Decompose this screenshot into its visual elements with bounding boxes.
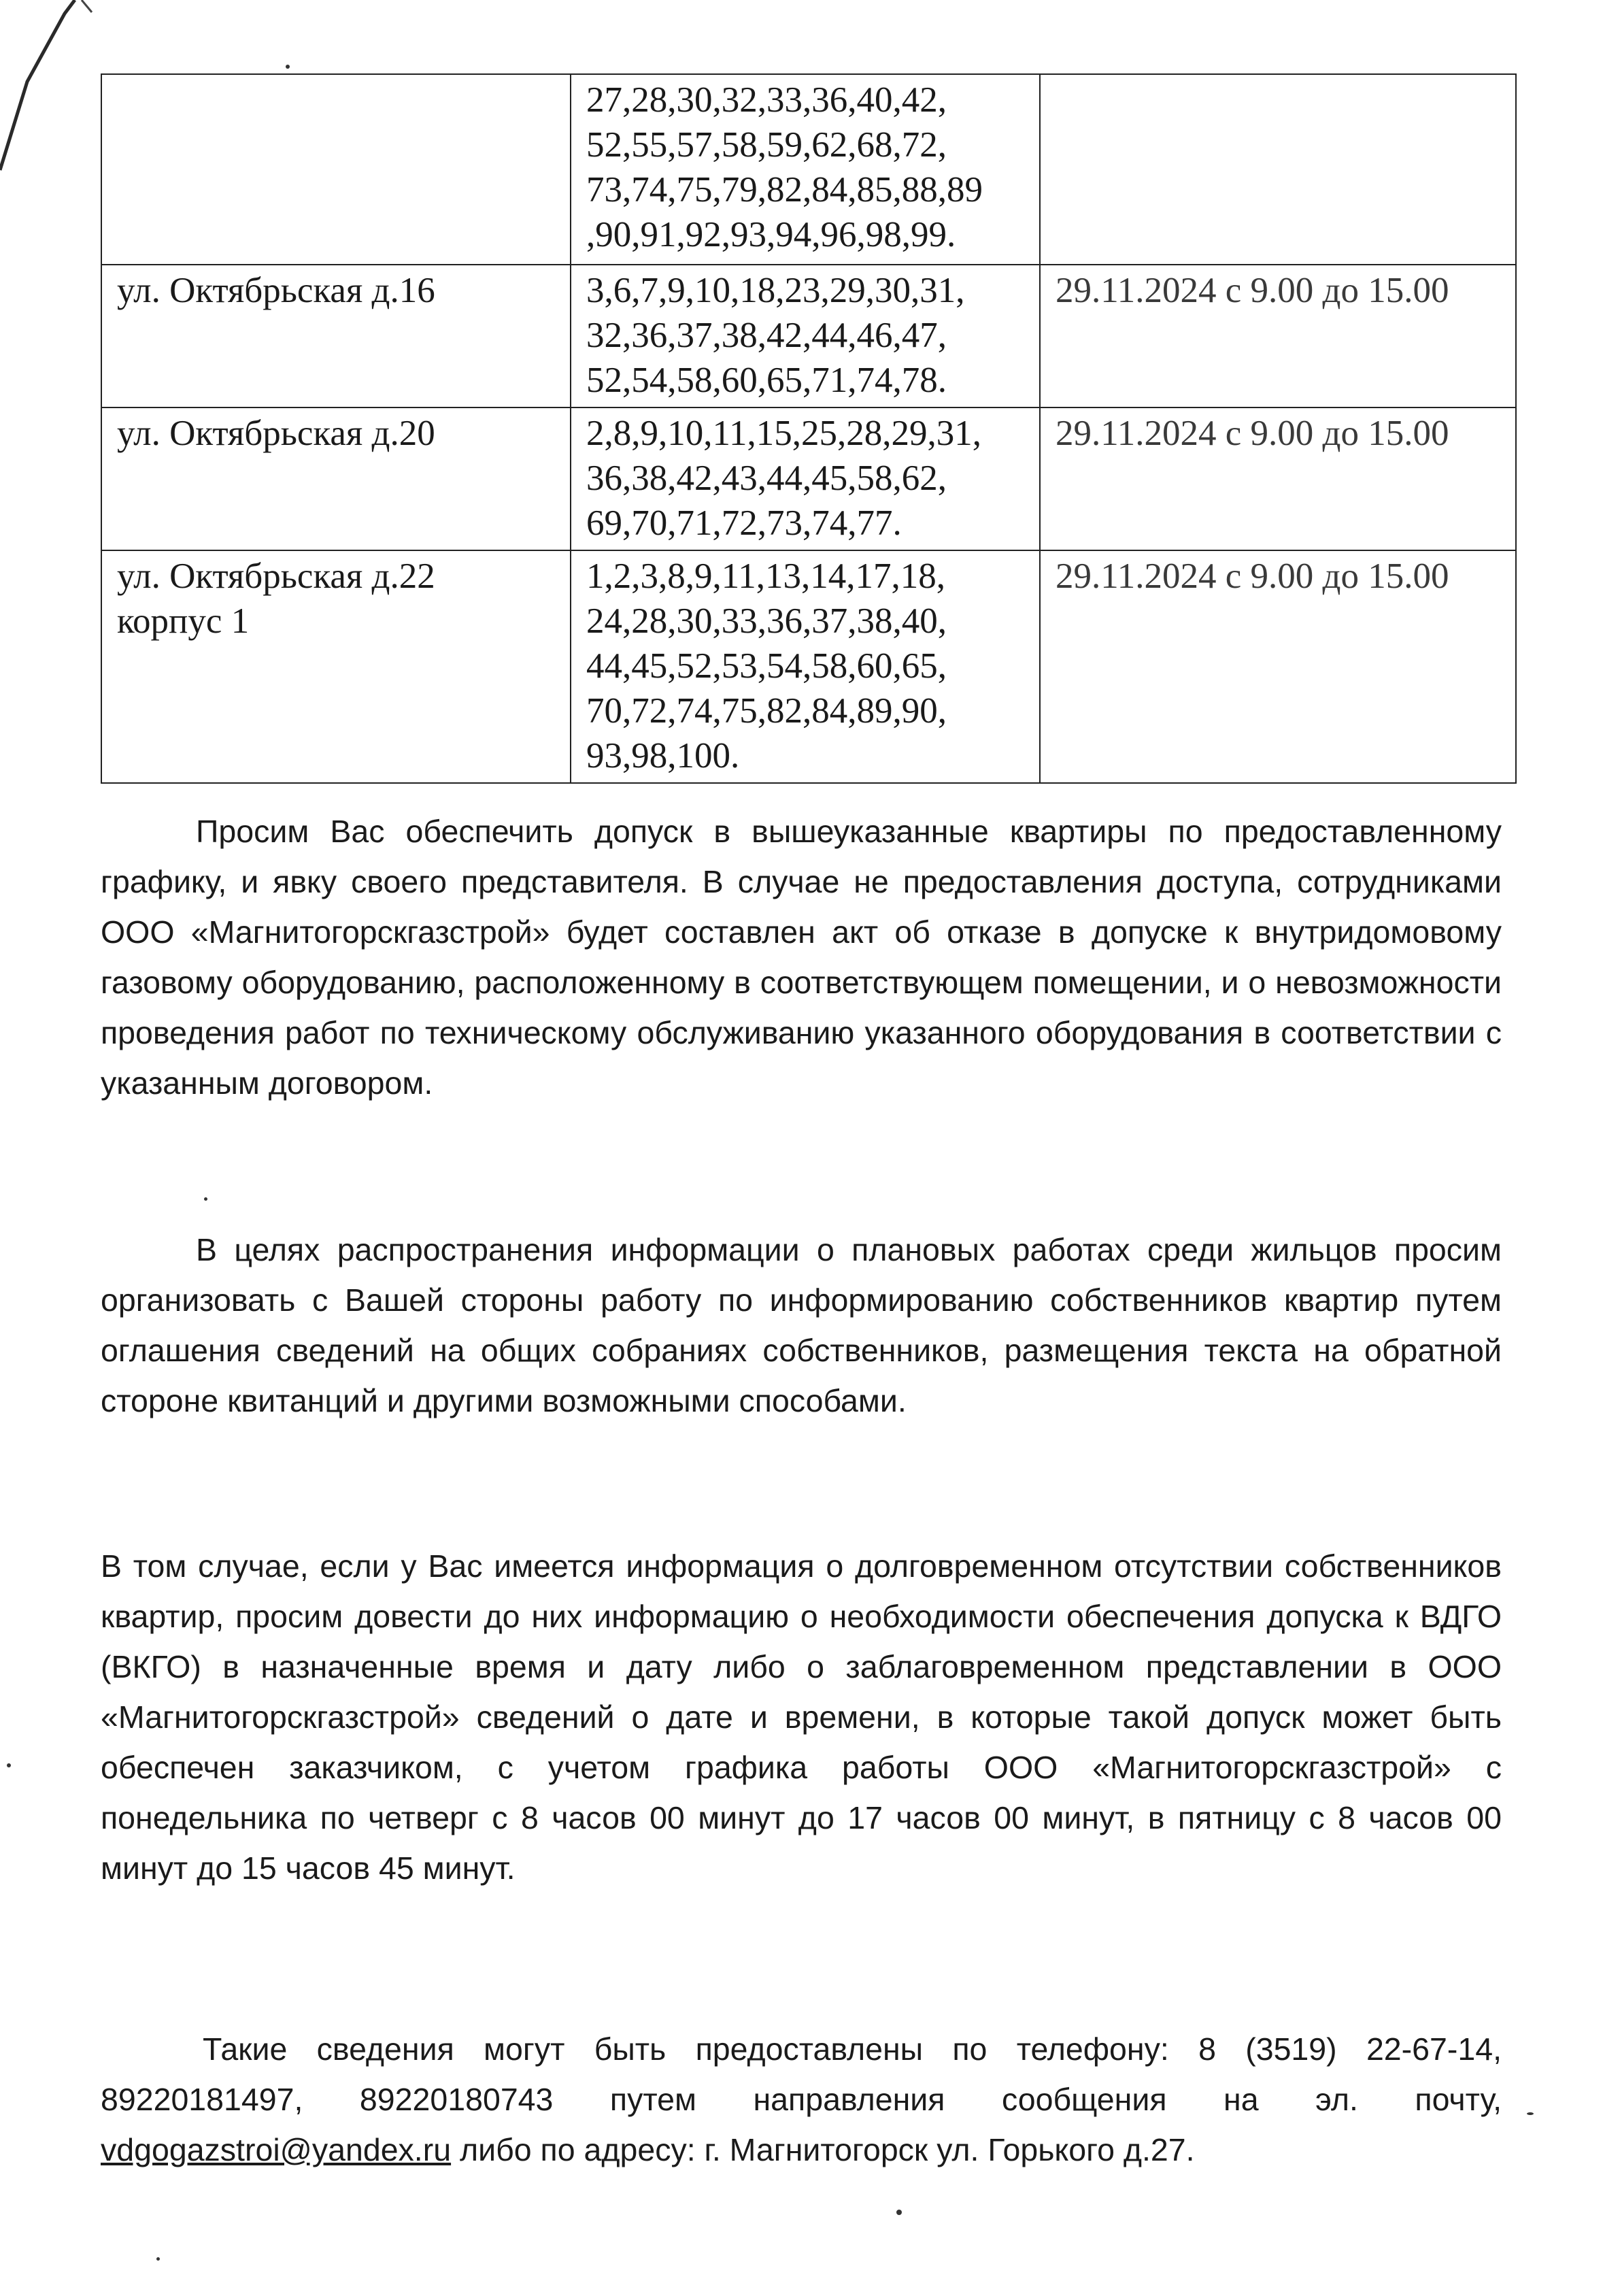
schedule-table (101, 73, 1517, 784)
paragraph-contacts (101, 2024, 1502, 2175)
address-cell: ул. Октябрьская д.16 (101, 265, 571, 407)
datetime-cell: 29.11.2024 с 9.00 до 15.00 (1040, 265, 1516, 407)
scan-speck (204, 1197, 207, 1201)
datetime-cell (1040, 74, 1516, 265)
scan-speck (156, 2257, 160, 2261)
table-row (101, 265, 1516, 407)
datetime-cell: 29.11.2024 с 9.00 до 15.00 (1040, 407, 1516, 550)
address-text: либо по адресу: г. Магнитогорск ул. Горького д.27. (451, 2132, 1195, 2167)
datetime-cell: 29.11.2024 с 9.00 до 15.00 (1040, 550, 1516, 783)
address-cell: ул. Октябрьская д.20 (101, 407, 571, 550)
paragraph-text: В целях распространения информации о плановых работах среди жильцов просим организовать с Вашей стороны работу по информированию собственников квартир путем оглашения сведений на общих собраниях собственников, размещения текста на обратной стороне квитанций и другими возможными способами. (101, 1232, 1502, 1418)
table-row (101, 74, 1516, 265)
scan-speck (1527, 2112, 1534, 2115)
table-row (101, 550, 1516, 783)
table-row (101, 407, 1516, 550)
email-link[interactable]: vdgogazstroi@yandex.ru (101, 2132, 452, 2167)
scan-speck (7, 1763, 11, 1767)
apartments-cell: 3,6,7,9,10,18,23,29,30,31, 32,36,37,38,42,44,46,47, 52,54,58,60,65,71,74,78. (571, 265, 1040, 407)
paragraph-information-spread (101, 1225, 1502, 1426)
scan-speck (896, 2210, 902, 2215)
address-cell: ул. Октябрьская д.22 корпус 1 (101, 550, 571, 783)
paragraph-text (101, 2024, 1502, 2175)
paragraph-absent-owners (101, 1541, 1502, 1893)
paragraph-text: В том случае, если у Вас имеется информация о долговременном отсутствии собственников квартир, просим довести до них информацию о необходимости обеспечения допуска к ВДГО (ВКГО) в назначенные время и дату либо о заблаговременном представлении в ООО «Магнитогорскгазстрой» сведений о дате и времени, в которые такой допуск может быть обеспечен заказчиком, с учетом графика работы ООО «Магнитогорскгазстрой» с понедельника по четверг с 8 часов 00 минут до 17 часов 00 минут, в пятницу с 8 часов 00 минут до 15 часов 45 минут. (101, 1548, 1502, 1886)
address-cell (101, 74, 571, 265)
apartments-cell: 2,8,9,10,11,15,25,28,29,31, 36,38,42,43,44,45,58,62, 69,70,71,72,73,74,77. (571, 407, 1040, 550)
scan-corner-artifact (0, 0, 109, 177)
apartments-cell: 1,2,3,8,9,11,13,14,17,18, 24,28,30,33,36,37,38,40, 44,45,52,53,54,58,60,65, 70,72,74,75,82,84,89,90, 93,98,100. (571, 550, 1040, 783)
paragraph-access-request (101, 806, 1502, 1108)
apartments-cell: 27,28,30,32,33,36,40,42, 52,55,57,58,59,62,68,72, 73,74,75,79,82,84,85,88,89 ,90,91,92,93,94,96,98,99. (571, 74, 1040, 265)
paragraph-text: Просим Вас обеспечить допуск в вышеуказанные квартиры по предоставленному графику, и явку своего представителя. В случае не предоставления доступа, сотрудниками ООО «Магнитогорскгазстрой» будет составлен акт об отказе в допуске к внутридомовому газовому оборудованию, расположенному в соответствующем помещении, и о невозможности проведения работ по техническому обслуживанию указанного оборудования в соответствии с указанным договором. (101, 814, 1502, 1101)
scan-speck (286, 65, 290, 69)
contacts-text: Такие сведения могут быть предоставлены по телефону: 8 (3519) 22-67-14, 89220181497, 89220180743 путем направления сообщения на эл. почту, (101, 2031, 1502, 2117)
